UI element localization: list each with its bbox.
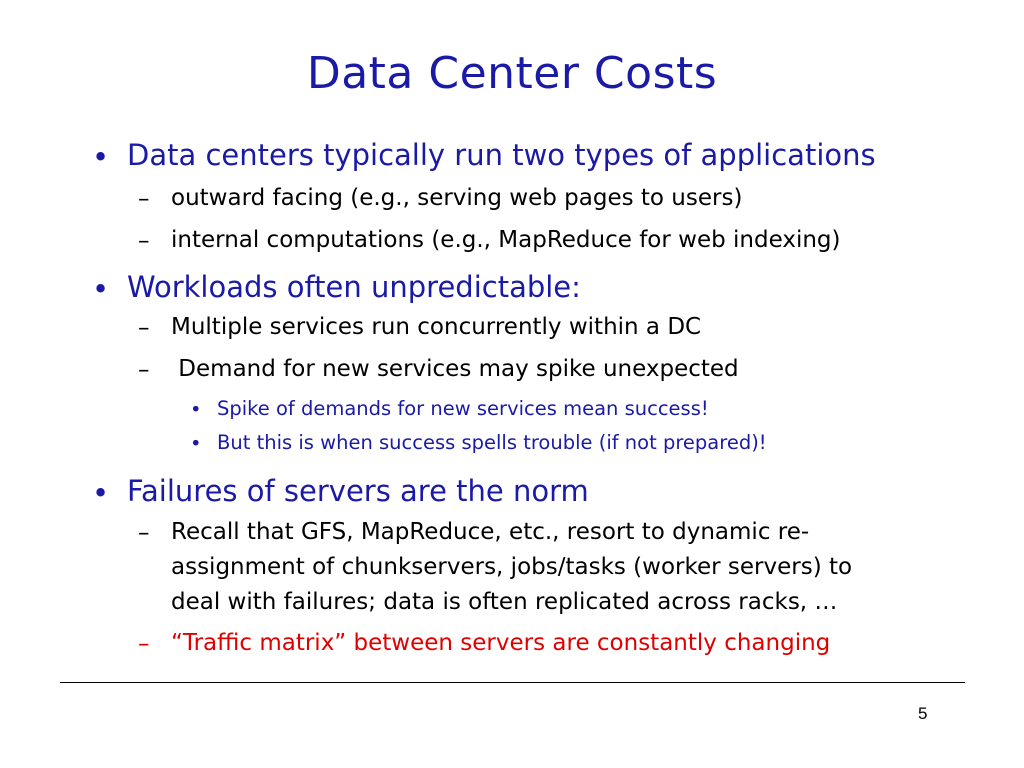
- subsub-success-trouble: But this is when success spells trouble (if not prepared)!: [217, 431, 767, 454]
- bullet-marker: •: [92, 140, 110, 174]
- dash-marker: –: [138, 631, 150, 657]
- sub-multiple-services: Multiple services run concurrently within a DC: [171, 314, 702, 340]
- slide-title: Data Center Costs: [306, 48, 718, 99]
- sub-internal-computations: internal computations (e.g., MapReduce for web indexing): [171, 227, 841, 253]
- dash-marker: –: [138, 186, 150, 212]
- dash-marker: –: [138, 357, 150, 383]
- dash-marker: –: [138, 315, 150, 341]
- subsub-bullet-marker: •: [190, 398, 202, 421]
- sub-recall-gfs-line3: deal with failures; data is often replicated across racks, …: [171, 589, 838, 615]
- dash-marker: –: [138, 520, 150, 546]
- bullet-applications: Data centers typically run two types of applications: [127, 138, 876, 172]
- footer-divider: [60, 682, 965, 683]
- bullet-marker: •: [92, 476, 110, 510]
- page-number: 5: [918, 704, 928, 723]
- subsub-bullet-marker: •: [190, 432, 202, 455]
- bullet-workloads: Workloads often unpredictable:: [127, 270, 581, 304]
- subsub-spike-success: Spike of demands for new services mean success!: [217, 397, 709, 420]
- sub-recall-gfs-line1: Recall that GFS, MapReduce, etc., resort to dynamic re-: [171, 519, 810, 545]
- sub-outward-facing: outward facing (e.g., serving web pages to users): [171, 185, 743, 211]
- dash-marker: –: [138, 228, 150, 254]
- sub-demand-spike: Demand for new services may spike unexpected: [171, 356, 739, 382]
- sub-traffic-matrix: “Traffic matrix” between servers are constantly changing: [171, 630, 831, 656]
- bullet-failures: Failures of servers are the norm: [127, 474, 589, 508]
- bullet-marker: •: [92, 272, 110, 306]
- sub-recall-gfs-line2: assignment of chunkservers, jobs/tasks (worker servers) to: [171, 554, 853, 580]
